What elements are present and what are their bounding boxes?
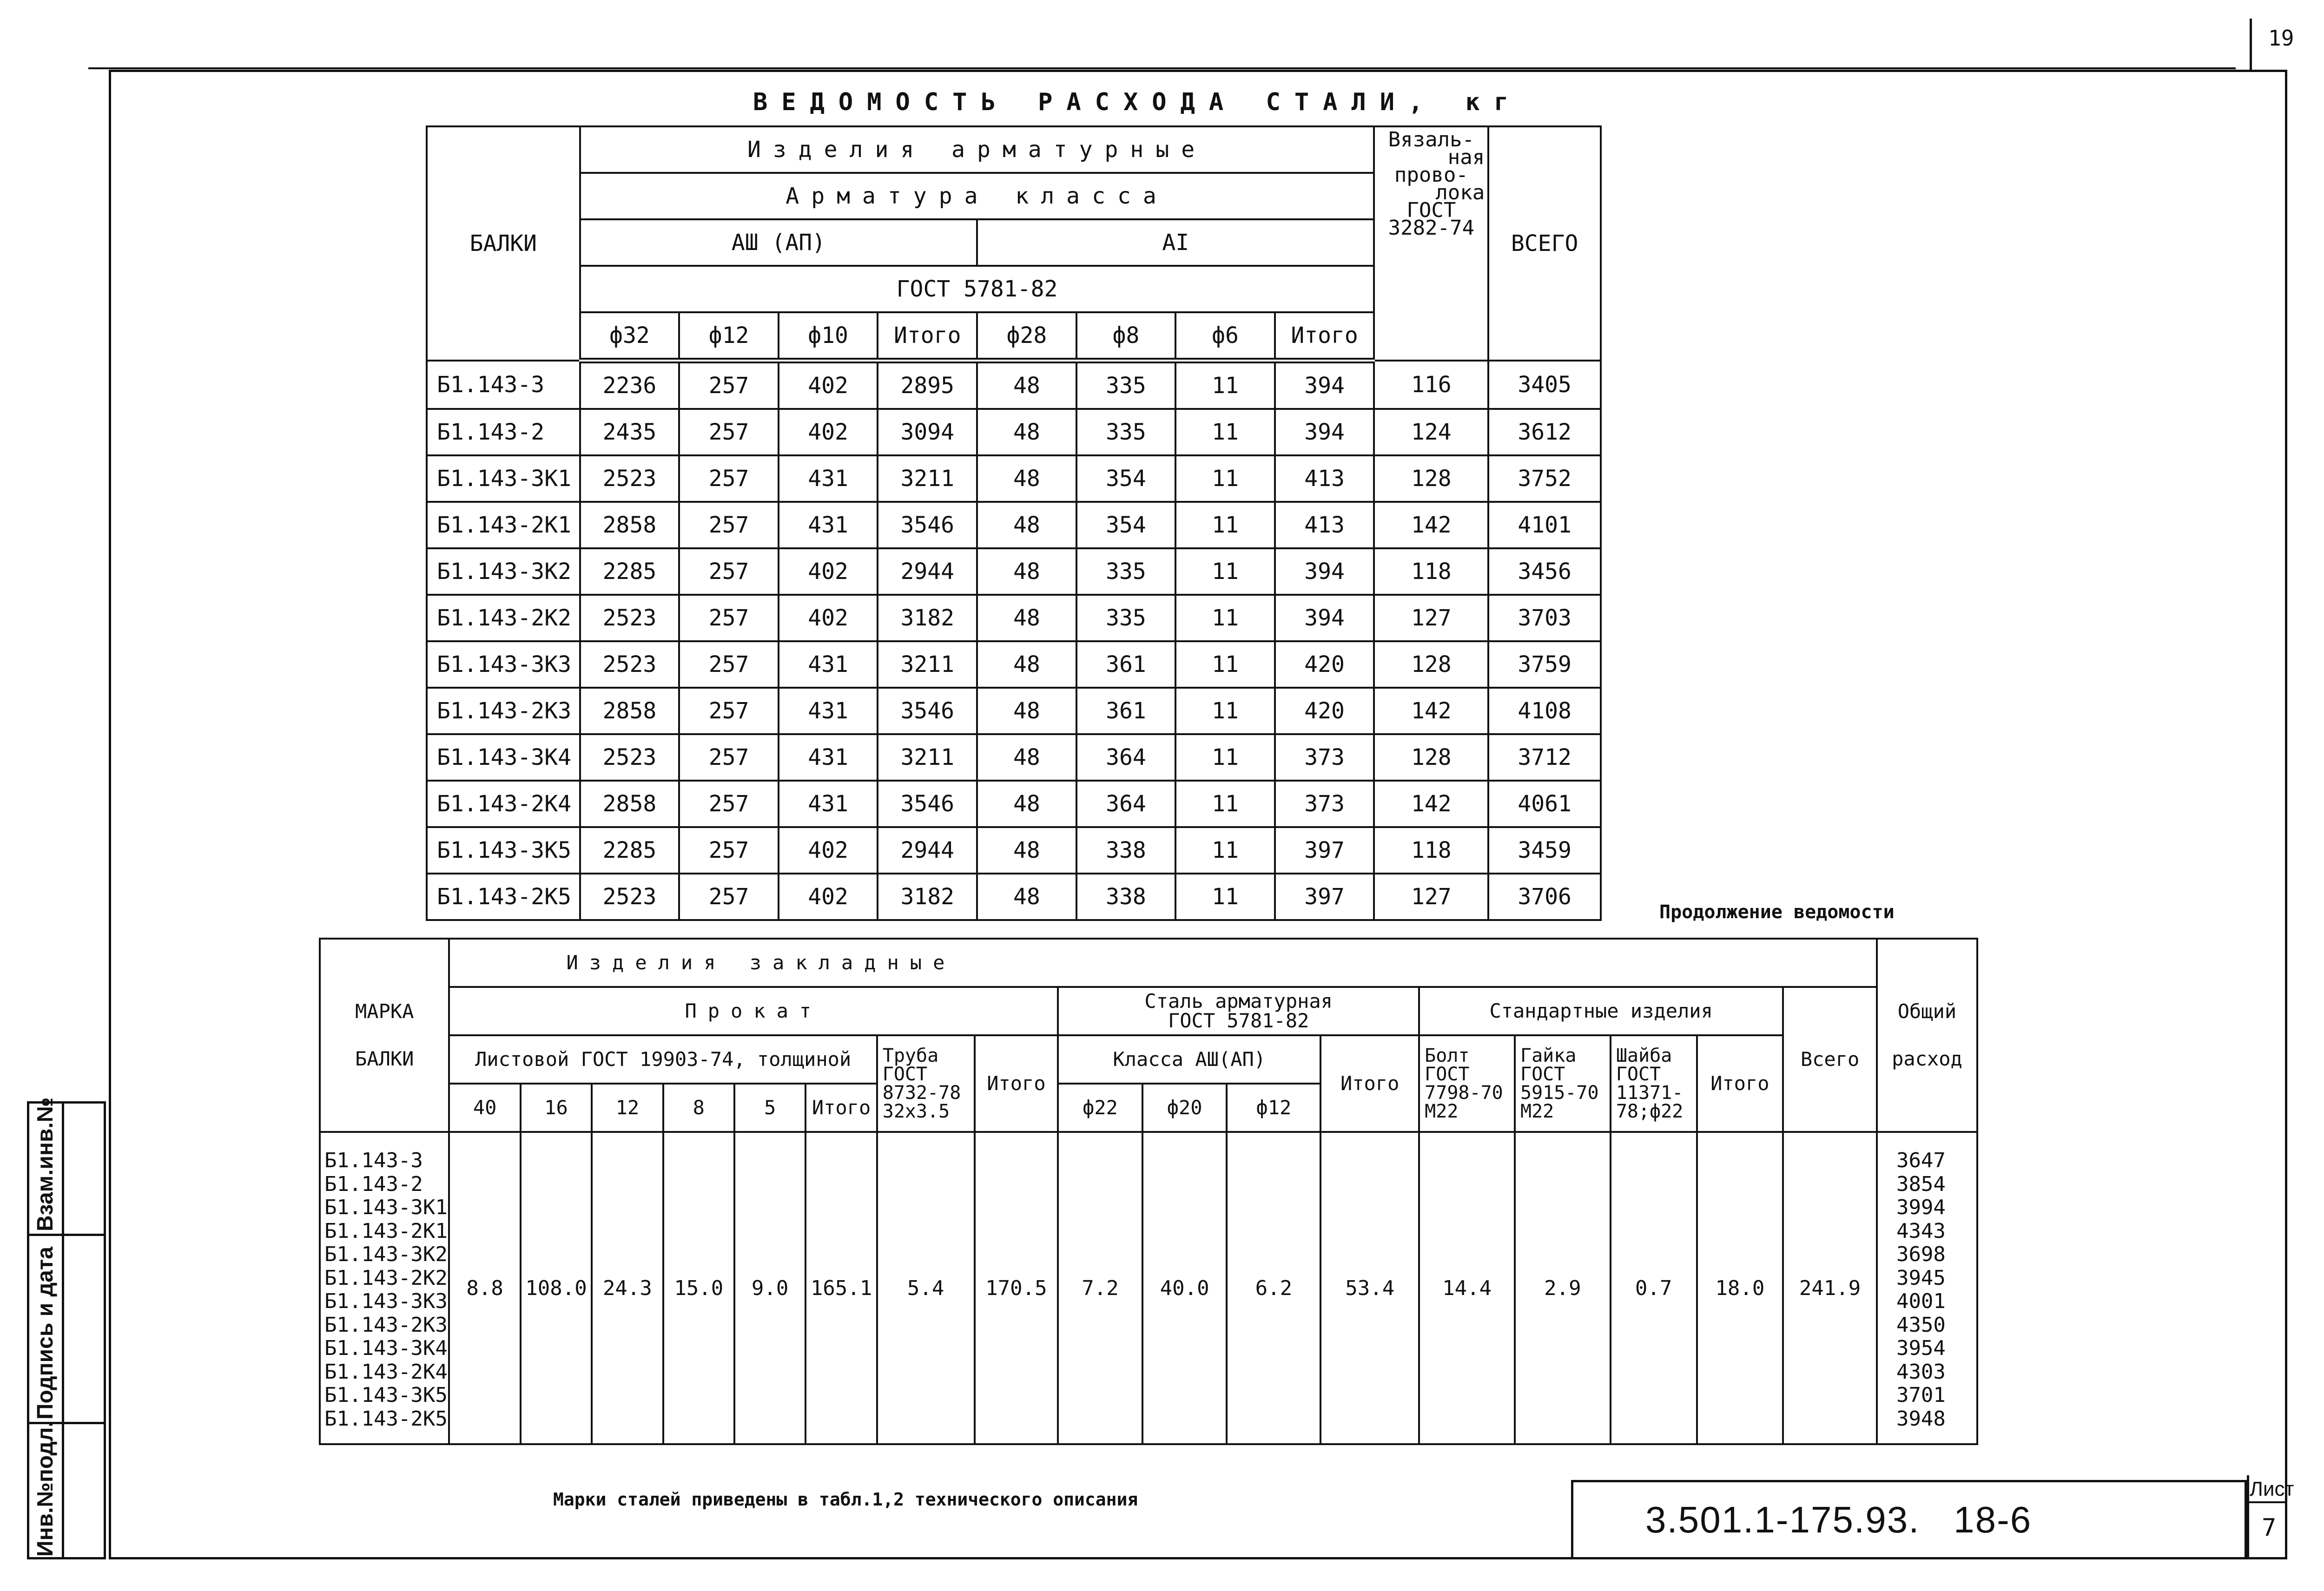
value-cell: 373 [1275, 734, 1374, 781]
side-inv-podl: Инв.№подл. [33, 1421, 58, 1557]
table-row [427, 361, 1601, 409]
value-cell: 413 [1275, 502, 1374, 548]
total-value: 3948 [1896, 1407, 1946, 1431]
document-code: 3.501.1-175.93. 18-6 [1645, 1499, 2032, 1540]
value-cell: 165.1 [805, 1132, 877, 1444]
value-cell: 241.9 [1783, 1132, 1877, 1444]
value-cell: 257 [679, 409, 779, 455]
value-cell: 257 [679, 548, 779, 595]
col-balki-header: БАЛКИ [427, 126, 580, 361]
value-cell: 11 [1175, 688, 1274, 734]
header-obsh: Общий расход [1877, 939, 1977, 1132]
value-cell: 2523 [580, 874, 680, 920]
value-cell: 431 [779, 455, 878, 502]
value-cell: 2944 [878, 548, 977, 595]
header-vsego: Всего [1783, 987, 1877, 1132]
value-cell: 48 [977, 734, 1076, 781]
value-cell: 402 [779, 874, 878, 920]
beam-mark: Б1.143-2 [324, 1172, 423, 1196]
value-cell: 431 [779, 502, 878, 548]
total-value: 3994 [1896, 1196, 1946, 1219]
value-cell: 335 [1076, 409, 1176, 455]
value-cell: 364 [1076, 734, 1176, 781]
value-cell: 11 [1175, 361, 1274, 409]
value-cell: 431 [779, 688, 878, 734]
value-cell: 3182 [878, 595, 977, 641]
header-armatura: Арматура класса [580, 173, 1374, 219]
beam-mark: Б1.143-3К1 [324, 1196, 448, 1219]
value-cell: 257 [679, 874, 779, 920]
header-bolt: Болт ГОСТ 7798-70 М22 [1419, 1035, 1515, 1132]
value-cell: 3752 [1488, 455, 1601, 502]
table-row [427, 455, 1601, 502]
value-cell: 2285 [580, 548, 680, 595]
value-cell: 2523 [580, 734, 680, 781]
sub-header: 8 [663, 1084, 734, 1132]
beam-mark-cell: Б1.143-2 [427, 409, 580, 455]
value-cell: 338 [1076, 827, 1176, 874]
value-cell: 420 [1275, 688, 1374, 734]
totals-cell [1877, 1132, 1977, 1444]
value-cell: 11 [1175, 827, 1274, 874]
value-cell: 118 [1374, 548, 1488, 595]
value-cell: 48 [977, 688, 1076, 734]
header-itogo-arm: Итого [1320, 1035, 1419, 1132]
value-cell: 53.4 [1320, 1132, 1419, 1444]
value-cell: 373 [1275, 781, 1374, 827]
sub-header: ф20 [1142, 1084, 1227, 1132]
value-cell: 48 [977, 781, 1076, 827]
total-value: 3701 [1896, 1383, 1946, 1407]
beam-mark-cell: Б1.143-3К1 [427, 455, 580, 502]
value-cell: 2944 [878, 827, 977, 874]
value-cell: 361 [1076, 641, 1176, 688]
header-a1: AI [977, 219, 1374, 266]
value-cell: 108.0 [521, 1132, 592, 1444]
value-cell: 3612 [1488, 409, 1601, 455]
header-gayka: Гайка ГОСТ 5915-70 М22 [1515, 1035, 1611, 1132]
beam-mark-cell: Б1.143-2К2 [427, 595, 580, 641]
value-cell: 394 [1275, 409, 1374, 455]
value-cell: 420 [1275, 641, 1374, 688]
side-vzam: Взам.инв.№ [33, 1097, 58, 1231]
value-cell: 11 [1175, 502, 1274, 548]
sub-header: ф12 [679, 312, 779, 361]
value-cell: 6.2 [1227, 1132, 1320, 1444]
value-cell: 361 [1076, 688, 1176, 734]
table-row [427, 409, 1601, 455]
value-cell: 394 [1275, 548, 1374, 595]
value-cell: 3712 [1488, 734, 1601, 781]
value-cell: 142 [1374, 688, 1488, 734]
value-cell: 11 [1175, 595, 1274, 641]
value-cell: 397 [1275, 827, 1374, 874]
table-row [427, 781, 1601, 827]
value-cell: 257 [679, 595, 779, 641]
value-cell: 257 [679, 827, 779, 874]
embedded-items-table [319, 938, 1978, 1445]
marks-cell [320, 1132, 449, 1444]
header-list: Листовой ГОСТ 19903-74, толщиной [449, 1035, 877, 1084]
value-cell: 11 [1175, 641, 1274, 688]
value-cell: 394 [1275, 361, 1374, 409]
total-value: 4343 [1896, 1219, 1946, 1243]
value-cell: 142 [1374, 502, 1488, 548]
value-cell: 116 [1374, 361, 1488, 409]
header-total: ВСЕГО [1488, 126, 1601, 361]
top-border-line [88, 67, 2236, 69]
beam-mark-cell: Б1.143-2К5 [427, 874, 580, 920]
header-gost: ГОСТ 5781-82 [580, 266, 1374, 312]
header-shayba: Шайба ГОСТ 11371- 78;ф22 [1611, 1035, 1697, 1132]
value-cell: 8.8 [449, 1132, 520, 1444]
value-cell: 11 [1175, 781, 1274, 827]
beam-mark: Б1.143-3 [324, 1149, 423, 1172]
value-cell: 2858 [580, 688, 680, 734]
sub-header: ф32 [580, 312, 680, 361]
value-cell: 2895 [878, 361, 977, 409]
value-cell: 18.0 [1697, 1132, 1783, 1444]
value-cell: 4108 [1488, 688, 1601, 734]
value-cell: 3182 [878, 874, 977, 920]
value-cell: 2523 [580, 641, 680, 688]
value-cell: 402 [779, 409, 878, 455]
value-cell: 48 [977, 827, 1076, 874]
value-cell: 257 [679, 455, 779, 502]
value-cell: 3211 [878, 455, 977, 502]
sub-header: ф8 [1076, 312, 1176, 361]
document-title: ВЕДОМОСТЬ РАСХОДА СТАЛИ, кг [753, 88, 1523, 116]
beam-mark-cell: Б1.143-3К5 [427, 827, 580, 874]
value-cell: 48 [977, 455, 1076, 502]
value-cell: 2236 [580, 361, 680, 409]
value-cell: 335 [1076, 548, 1176, 595]
value-cell: 0.7 [1611, 1132, 1697, 1444]
value-cell: 48 [977, 641, 1076, 688]
value-cell: 3456 [1488, 548, 1601, 595]
header-std: Стандартные изделия [1419, 987, 1783, 1035]
value-cell: 2.9 [1515, 1132, 1611, 1444]
total-value: 3698 [1896, 1243, 1946, 1266]
value-cell: 413 [1275, 455, 1374, 502]
value-cell: 124 [1374, 409, 1488, 455]
value-cell: 3546 [878, 502, 977, 548]
sub-header: Итого [805, 1084, 877, 1132]
page-number: 19 [2268, 26, 2294, 51]
sub-header: 16 [521, 1084, 592, 1132]
sub-header: 40 [449, 1084, 520, 1132]
value-cell: 2858 [580, 502, 680, 548]
value-cell: 128 [1374, 641, 1488, 688]
sub-header: Итого [1275, 312, 1374, 361]
total-value: 4350 [1896, 1313, 1946, 1337]
header-wire: Вязаль- ная прово- лока ГОСТ 3282-74 [1374, 126, 1488, 361]
header-izdeliya-zakladnye: Изделия закладные [449, 939, 1876, 987]
table-row [427, 827, 1601, 874]
value-cell: 3703 [1488, 595, 1601, 641]
value-cell: 2523 [580, 455, 680, 502]
header-truba: Труба ГОСТ 8732-78 32х3.5 [877, 1035, 975, 1132]
header-itogo-std: Итого [1697, 1035, 1783, 1132]
table-row [427, 595, 1601, 641]
beam-mark: Б1.143-2К2 [324, 1266, 448, 1290]
value-cell: 354 [1076, 502, 1176, 548]
sub-header: Итого [878, 312, 977, 361]
value-cell: 128 [1374, 455, 1488, 502]
value-cell: 397 [1275, 874, 1374, 920]
table-row [427, 641, 1601, 688]
beam-mark: Б1.143-2К5 [324, 1407, 448, 1431]
total-value: 3854 [1896, 1172, 1946, 1196]
beam-mark: Б1.143-3К3 [324, 1289, 448, 1313]
value-cell: 3211 [878, 641, 977, 688]
value-cell: 257 [679, 502, 779, 548]
sub-header: ф28 [977, 312, 1076, 361]
value-cell: 2285 [580, 827, 680, 874]
sub-header: ф10 [779, 312, 878, 361]
table-row [427, 502, 1601, 548]
value-cell: 2435 [580, 409, 680, 455]
value-cell: 24.3 [592, 1132, 663, 1444]
beam-mark-cell: Б1.143-3 [427, 361, 580, 409]
steel-consumption-table [426, 125, 1602, 921]
value-cell: 431 [779, 734, 878, 781]
sub-header: 12 [592, 1084, 663, 1132]
value-cell: 9.0 [734, 1132, 805, 1444]
footnote: Марки сталей приведены в табл.1,2 технического описания [553, 1489, 1138, 1510]
header-stal: Сталь арматурная ГОСТ 5781-82 [1058, 987, 1419, 1035]
value-cell: 402 [779, 827, 878, 874]
beam-mark: Б1.143-2К4 [324, 1360, 448, 1384]
table-row [427, 688, 1601, 734]
value-cell: 3546 [878, 688, 977, 734]
beam-mark: Б1.143-2К1 [324, 1219, 448, 1243]
value-cell: 48 [977, 595, 1076, 641]
value-cell: 14.4 [1419, 1132, 1515, 1444]
beam-mark-cell: Б1.143-3К3 [427, 641, 580, 688]
value-cell: 48 [977, 874, 1076, 920]
total-value: 4001 [1896, 1289, 1946, 1313]
value-cell: 3094 [878, 409, 977, 455]
value-cell: 402 [779, 548, 878, 595]
value-cell: 11 [1175, 548, 1274, 595]
value-cell: 127 [1374, 595, 1488, 641]
value-cell: 48 [977, 409, 1076, 455]
sheet-label: Лист [2250, 1478, 2294, 1500]
value-cell: 2523 [580, 595, 680, 641]
value-cell: 127 [1374, 874, 1488, 920]
continuation-label: Продолжение ведомости [1659, 901, 1895, 923]
value-cell: 338 [1076, 874, 1176, 920]
total-value: 4303 [1896, 1360, 1946, 1384]
value-cell: 3211 [878, 734, 977, 781]
value-cell: 5.4 [877, 1132, 975, 1444]
side-stamp-divider [27, 1234, 106, 1236]
value-cell: 402 [779, 361, 878, 409]
beam-mark-cell: Б1.143-2К3 [427, 688, 580, 734]
value-cell: 128 [1374, 734, 1488, 781]
total-value: 3954 [1896, 1336, 1946, 1360]
value-cell: 402 [779, 595, 878, 641]
header-prokat: Прокат [449, 987, 1058, 1035]
sub-header: ф6 [1175, 312, 1274, 361]
value-cell: 257 [679, 361, 779, 409]
value-cell: 40.0 [1142, 1132, 1227, 1444]
value-cell: 4061 [1488, 781, 1601, 827]
value-cell: 118 [1374, 827, 1488, 874]
sub-header: ф12 [1227, 1084, 1320, 1132]
beam-mark-cell: Б1.143-3К2 [427, 548, 580, 595]
total-value: 3647 [1896, 1149, 1946, 1172]
side-podpis: Подпись и дата [33, 1247, 58, 1420]
table-body [427, 361, 1601, 920]
value-cell: 354 [1076, 455, 1176, 502]
value-cell: 3546 [878, 781, 977, 827]
value-cell: 48 [977, 361, 1076, 409]
value-cell: 3706 [1488, 874, 1601, 920]
value-cell: 11 [1175, 874, 1274, 920]
value-cell: 257 [679, 688, 779, 734]
value-cell: 48 [977, 502, 1076, 548]
value-cell: 431 [779, 781, 878, 827]
value-cell: 3459 [1488, 827, 1601, 874]
value-cell: 257 [679, 734, 779, 781]
value-cell: 335 [1076, 361, 1176, 409]
value-cell: 3759 [1488, 641, 1601, 688]
value-cell: 2858 [580, 781, 680, 827]
sub-header: ф22 [1058, 1084, 1142, 1132]
header-a3: АШ (АП) [580, 219, 977, 266]
beam-mark: Б1.143-3К5 [324, 1383, 448, 1407]
header-izdeliya: Изделия арматурные [580, 126, 1374, 173]
value-cell: 335 [1076, 595, 1176, 641]
header-itogo-prokat: Итого [975, 1035, 1058, 1132]
beam-mark-cell: Б1.143-2К1 [427, 502, 580, 548]
value-cell: 431 [779, 641, 878, 688]
header-marka: МАРКА БАЛКИ [320, 939, 449, 1132]
total-value: 3945 [1896, 1266, 1946, 1290]
value-cell: 11 [1175, 455, 1274, 502]
value-cell: 3405 [1488, 361, 1601, 409]
table-row [427, 874, 1601, 920]
value-cell: 364 [1076, 781, 1176, 827]
value-cell: 257 [679, 781, 779, 827]
value-cell: 142 [1374, 781, 1488, 827]
sheet-number: 7 [2262, 1514, 2277, 1542]
value-cell: 11 [1175, 734, 1274, 781]
beam-mark-cell: Б1.143-2К4 [427, 781, 580, 827]
value-cell: 257 [679, 641, 779, 688]
sub-header: 5 [734, 1084, 805, 1132]
table-row [427, 734, 1601, 781]
value-cell: 4101 [1488, 502, 1601, 548]
beam-mark-cell: Б1.143-3К4 [427, 734, 580, 781]
table-row [427, 548, 1601, 595]
table-row [320, 1132, 1977, 1444]
value-cell: 11 [1175, 409, 1274, 455]
beam-mark: Б1.143-3К4 [324, 1336, 448, 1360]
value-cell: 170.5 [975, 1132, 1058, 1444]
beam-mark: Б1.143-3К2 [324, 1243, 448, 1266]
value-cell: 7.2 [1058, 1132, 1142, 1444]
value-cell: 15.0 [663, 1132, 734, 1444]
value-cell: 48 [977, 548, 1076, 595]
value-cell: 394 [1275, 595, 1374, 641]
header-klass: Класса АШ(АП) [1058, 1035, 1320, 1084]
beam-mark: Б1.143-2К3 [324, 1313, 448, 1337]
